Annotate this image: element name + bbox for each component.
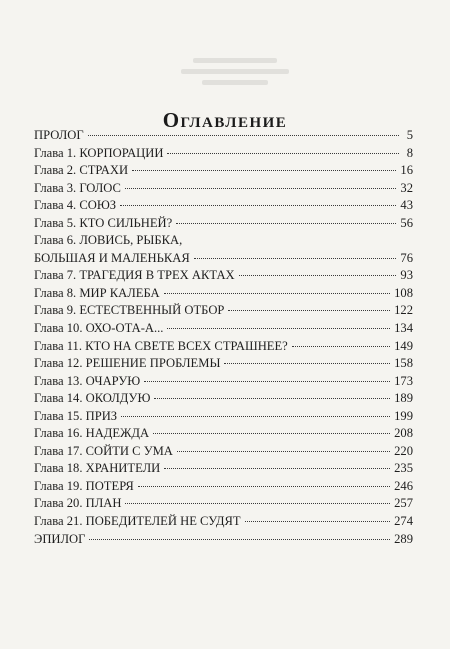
toc-entry-label: БОЛЬШАЯ И МАЛЕНЬКАЯ: [34, 250, 190, 265]
toc-entry-label: Глава 5. КТО СИЛЬНЕЙ?: [34, 215, 173, 230]
toc-page-number: 16: [400, 163, 413, 178]
toc-entry-chapter-19[interactable]: [34, 478, 413, 496]
toc-page-number: 257: [394, 496, 413, 511]
toc-entry-label: Глава 19. ПОТЕРЯ: [34, 478, 134, 493]
toc-entry-label: Глава 9. ЕСТЕСТВЕННЫЙ ОТБОР: [34, 303, 225, 318]
toc-entry-chapter-15[interactable]: [34, 408, 413, 426]
toc-entry-label: Глава 3. ГОЛОС: [34, 180, 121, 195]
toc-entry-chapter-1[interactable]: [34, 145, 413, 163]
toc-entry-chapter-6[interactable]: [34, 232, 413, 267]
dot-leader: [89, 539, 390, 540]
toc-entry-label: Глава 18. ХРАНИТЕЛИ: [34, 461, 161, 476]
toc-entry-label: Глава 15. ПРИЗ: [34, 408, 118, 423]
toc-page-number: 235: [394, 461, 413, 476]
toc-page-number: 8: [406, 145, 413, 160]
toc-entry-chapter-8[interactable]: [34, 285, 413, 303]
toc-page-number: 149: [394, 338, 413, 353]
dot-leader: [154, 398, 390, 399]
dot-leader: [125, 503, 390, 504]
toc-page-number: 274: [394, 514, 413, 529]
toc-entry-chapter-3[interactable]: [34, 180, 413, 198]
dot-leader: [194, 258, 397, 259]
toc-page-number: 173: [394, 373, 413, 388]
toc-entry-chapter-11[interactable]: [34, 338, 413, 356]
toc-entry-label: Глава 1. КОРПОРАЦИИ: [34, 145, 164, 160]
dot-leader: [120, 205, 396, 206]
dot-leader: [125, 188, 396, 189]
dot-leader: [228, 310, 390, 311]
toc-entry-label: Глава 17. СОЙТИ С УМА: [34, 443, 173, 458]
toc-entry-label-line1: Глава 6. ЛОВИСЬ, РЫБКА,: [34, 233, 183, 248]
toc-entry-label: Глава 10. ОХО-ОТА-А...: [34, 321, 164, 336]
toc-page-number: 220: [394, 443, 413, 458]
toc-entry-chapter-21[interactable]: [34, 513, 413, 531]
toc-page-number: 289: [394, 531, 413, 546]
toc-page-number: 122: [394, 303, 413, 318]
dot-leader: [132, 170, 396, 171]
toc-entry-chapter-4[interactable]: [34, 197, 413, 215]
toc-entry-chapter-20[interactable]: [34, 495, 413, 513]
toc-page-number: 43: [400, 198, 413, 213]
toc-entry-chapter-10[interactable]: [34, 320, 413, 338]
toc-page-number: 158: [394, 356, 413, 371]
toc-entry-chapter-9[interactable]: [34, 302, 413, 320]
toc-page-number: 5: [406, 128, 413, 142]
toc-entry-label: Глава 8. МИР КАЛЕБА: [34, 285, 160, 300]
toc-entry-chapter-17[interactable]: [34, 443, 413, 461]
dot-leader: [292, 346, 390, 347]
toc-entry-label: Глава 14. ОКОЛДУЮ: [34, 391, 151, 406]
toc-entry-chapter-16[interactable]: [34, 425, 413, 443]
dot-leader: [88, 135, 399, 136]
toc-page-number: 56: [400, 215, 413, 230]
toc-entry-chapter-7[interactable]: [34, 267, 413, 285]
toc-entry-label: Глава 21. ПОБЕДИТЕЛЕЙ НЕ СУДЯТ: [34, 514, 241, 529]
dot-leader: [167, 153, 399, 154]
toc-entry-prologue[interactable]: [34, 127, 413, 145]
dot-leader: [138, 486, 390, 487]
toc-page-number: 199: [394, 408, 413, 423]
toc-page-number: 32: [400, 180, 413, 195]
toc-page-number: 189: [394, 391, 413, 406]
toc-entry-label: Глава 7. ТРАГЕДИЯ В ТРЕХ АКТАХ: [34, 268, 235, 283]
toc-entry-label: Глава 4. СОЮЗ: [34, 198, 117, 213]
toc-entry-label: ЭПИЛОГ: [34, 531, 86, 546]
toc-page-number: 134: [394, 321, 413, 336]
dot-leader: [177, 451, 390, 452]
toc-entry-label: Глава 13. ОЧАРУЮ: [34, 373, 141, 388]
toc-page-number: 93: [400, 268, 413, 283]
dot-leader: [153, 433, 390, 434]
dot-leader: [121, 416, 390, 417]
dot-leader: [176, 223, 396, 224]
toc-entry-chapter-2[interactable]: [34, 162, 413, 180]
dot-leader: [164, 293, 390, 294]
dot-leader: [144, 381, 390, 382]
toc-entry-label: Глава 11. КТО НА СВЕТЕ ВСЕХ СТРАШНЕЕ?: [34, 338, 288, 353]
toc-entry-label: Глава 12. РЕШЕНИЕ ПРОБЛЕМЫ: [34, 356, 221, 371]
toc-page-number: 246: [394, 478, 413, 493]
dot-leader: [164, 468, 390, 469]
toc-page-number: 108: [394, 285, 413, 300]
page-title: Оглавление: [162, 108, 288, 133]
toc-entry-chapter-12[interactable]: [34, 355, 413, 373]
bleed-through-text: [175, 52, 295, 92]
toc-entry-epilogue[interactable]: [34, 531, 413, 549]
toc-entry-label: Глава 16. НАДЕЖДА: [34, 426, 150, 441]
toc-page-number: 76: [400, 250, 413, 265]
toc-entry-chapter-18[interactable]: [34, 460, 413, 478]
toc-entry-chapter-5[interactable]: [34, 215, 413, 233]
dot-leader: [167, 328, 390, 329]
toc-entry-chapter-13[interactable]: [34, 373, 413, 391]
toc-entry-chapter-14[interactable]: [34, 390, 413, 408]
toc-entry-label: ПРОЛОГ: [34, 128, 84, 142]
toc-entry-label: Глава 2. СТРАХИ: [34, 163, 129, 178]
dot-leader: [239, 275, 397, 276]
dot-leader: [245, 521, 391, 522]
dot-leader: [224, 363, 390, 364]
toc-page-number: 208: [394, 426, 413, 441]
toc-entry-label: Глава 20. ПЛАН: [34, 496, 122, 511]
table-of-contents: [34, 127, 413, 548]
